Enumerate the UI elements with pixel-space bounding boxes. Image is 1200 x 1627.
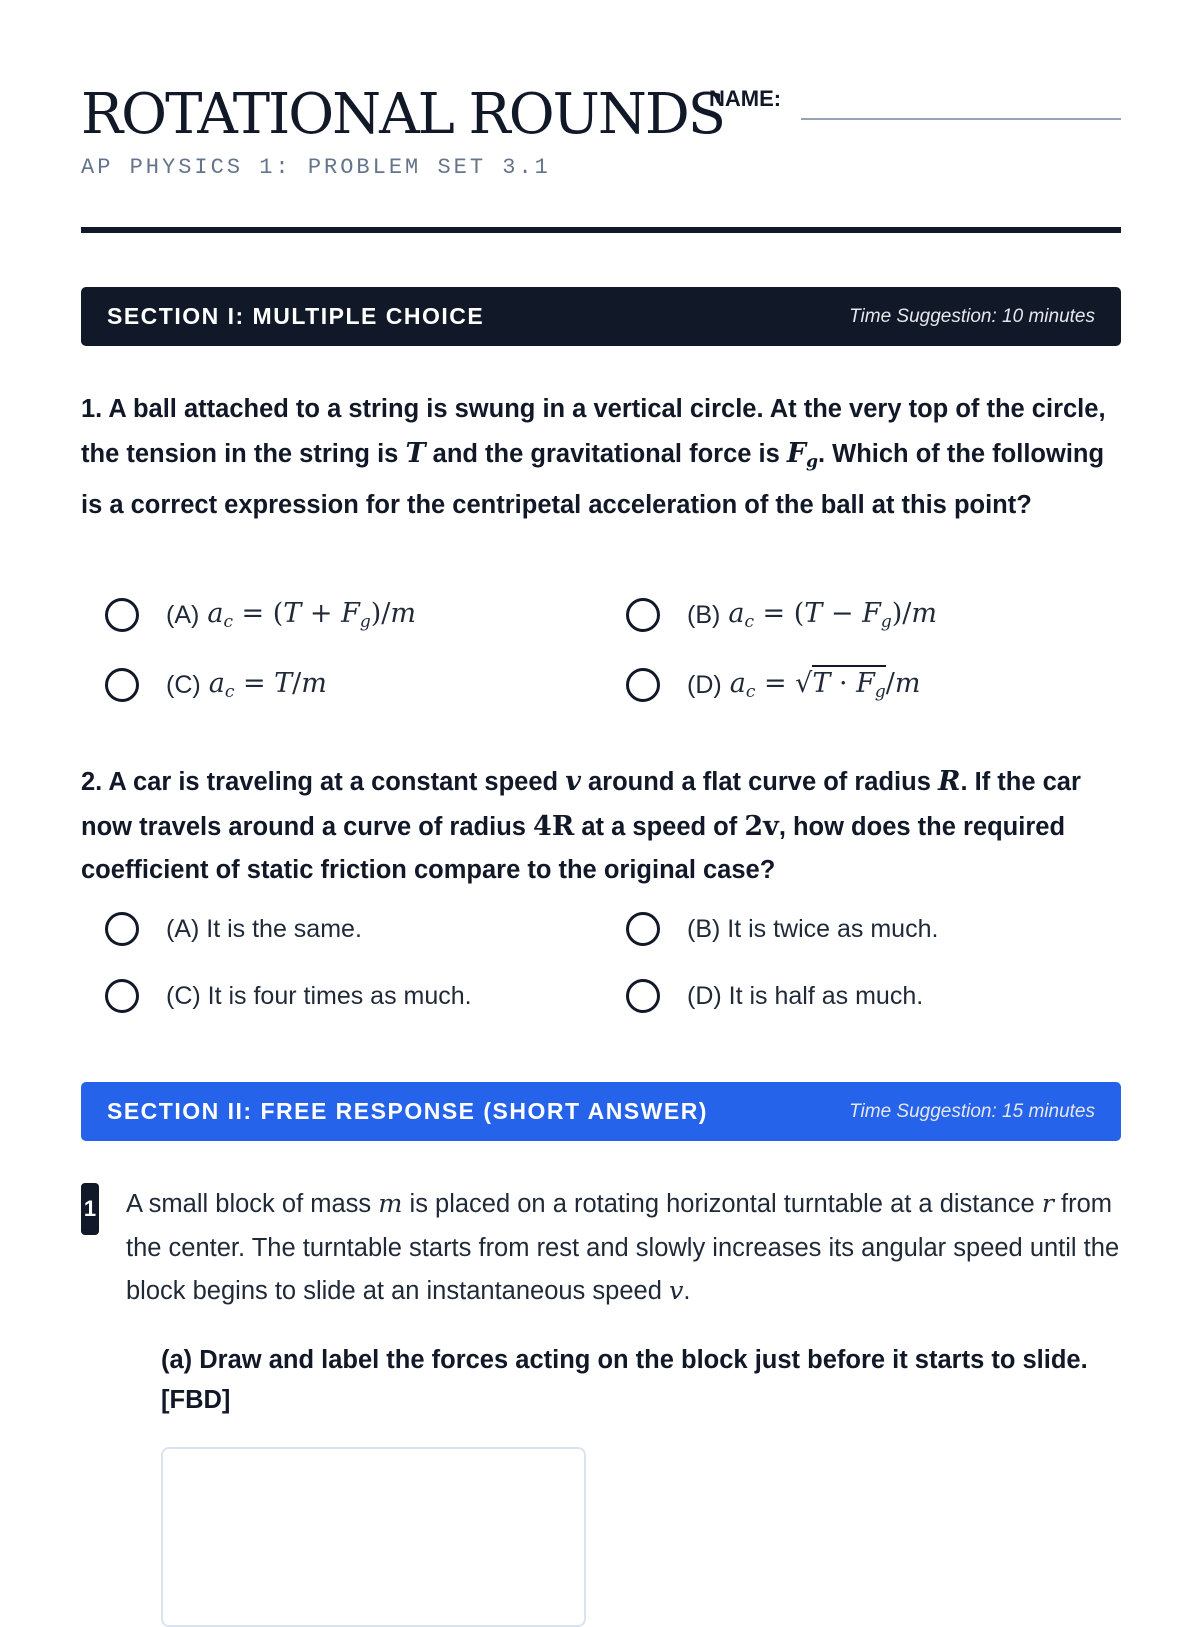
radio-button[interactable] — [626, 912, 660, 946]
q2-option-c[interactable] — [105, 979, 472, 1013]
radio-button[interactable] — [626, 598, 660, 632]
part-a-prompt: (a) Draw and label the forces acting on the block just before it starts to slide. [FBD] — [161, 1346, 1088, 1414]
prompt-text: . — [683, 1277, 691, 1305]
q1-option-d[interactable] — [626, 668, 920, 702]
free-response-prompt — [126, 1183, 1121, 1314]
option-letter: (B) — [687, 600, 721, 629]
radio-button[interactable] — [626, 979, 660, 1013]
radio-button[interactable] — [105, 598, 139, 632]
option-expression: $a_c = T/m$ — [208, 668, 327, 702]
question-2-text — [81, 760, 1121, 893]
section-multiple-choice-header — [81, 287, 1121, 346]
radio-button[interactable] — [105, 979, 139, 1013]
q1-option-a[interactable] — [105, 598, 416, 632]
radio-button[interactable] — [626, 668, 660, 702]
worksheet-title: ROTATIONAL ROUNDS — [81, 82, 725, 147]
problem-number-badge: 1 — [81, 1183, 99, 1235]
option-label: (A) It is the same. — [166, 914, 362, 943]
question-text: , how does the required coefficient of static friction compare to the original case? — [81, 812, 1066, 884]
fbd-drawing-area[interactable] — [161, 1447, 586, 1627]
option-expression: $a_c = (T - F_g)/m$ — [728, 598, 937, 632]
name-field[interactable] — [801, 118, 1121, 120]
question-text: and the gravitational force is — [425, 439, 787, 468]
question-1-text — [81, 388, 1121, 528]
math-symbol: v — [668, 1276, 684, 1306]
q2-option-b[interactable] — [626, 912, 938, 946]
math-symbol: T — [405, 437, 426, 469]
option-expression: $a_c = √T \cdot F_g/m$ — [730, 668, 921, 702]
prompt-text: is placed on a rotating horizontal turntable at a distance — [402, 1190, 1042, 1218]
worksheet-subtitle: AP PHYSICS 1: PROBLEM SET 3.1 — [81, 155, 551, 180]
question-text: around a flat curve of radius — [580, 768, 938, 796]
radio-button[interactable] — [105, 668, 139, 702]
question-text: 2. A car is traveling at a constant speed — [81, 768, 566, 796]
math-symbol: 2v — [744, 810, 779, 842]
header-divider — [81, 227, 1121, 233]
option-label: (D) It is half as much. — [687, 981, 924, 1010]
q1-option-c[interactable] — [105, 668, 327, 702]
q2-option-a[interactable] — [105, 912, 362, 946]
question-text: at a speed of — [574, 812, 745, 841]
prompt-text: from the center. The turntable starts from rest and slowly increases its angular speed until the block begins to slide at an instantaneous speed — [126, 1190, 1120, 1305]
prompt-text: A small block of mass — [126, 1190, 379, 1218]
option-letter: (A) — [166, 600, 200, 629]
question-text: . If the car now travels around a curve of radius — [81, 768, 1081, 841]
math-symbol: m — [378, 1189, 403, 1219]
time-suggestion: Time Suggestion: 10 minutes — [849, 305, 1095, 327]
math-symbol: r — [1041, 1189, 1054, 1219]
math-symbol: R — [937, 766, 961, 797]
radio-button[interactable] — [105, 912, 139, 946]
question-text: 1. A ball attached to a string is swung in a vertical circle. At the very top of the circle, the tension in the string is — [81, 395, 1106, 468]
option-letter: (D) — [687, 670, 722, 699]
option-expression: $a_c = (T + F_g)/m$ — [207, 598, 416, 632]
q1-option-b[interactable] — [626, 598, 937, 632]
name-label: NAME: — [709, 86, 782, 111]
option-label: (C) It is four times as much. — [166, 981, 472, 1010]
section-title: SECTION I: MULTIPLE CHOICE — [107, 303, 485, 329]
time-suggestion: Time Suggestion: 15 minutes — [849, 1100, 1095, 1122]
math-symbol: v — [565, 766, 581, 797]
math-symbol: $F_g$ — [786, 437, 818, 472]
section-free-response-header — [81, 1082, 1121, 1141]
section-title: SECTION II: FREE RESPONSE (SHORT ANSWER) — [107, 1098, 708, 1124]
question-text: . Which of the following is a correct expression for the centripetal acceleration of the ball at this point? — [81, 439, 1105, 519]
option-letter: (C) — [166, 670, 201, 699]
math-symbol: 4R — [533, 810, 575, 842]
option-label: (B) It is twice as much. — [687, 914, 939, 943]
q2-option-d[interactable] — [626, 979, 923, 1013]
